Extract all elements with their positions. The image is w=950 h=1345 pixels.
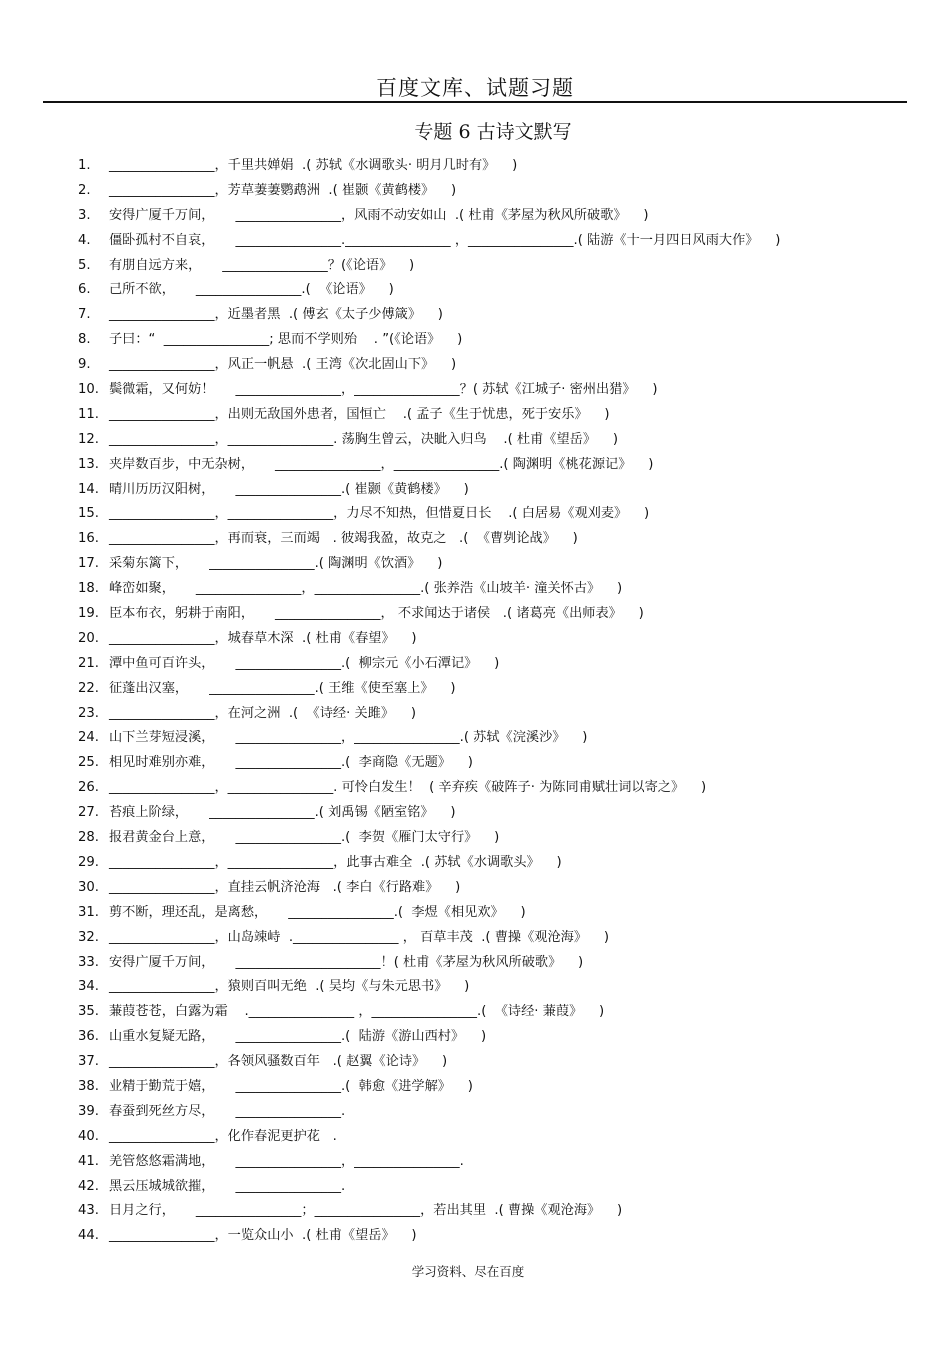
question-item [78,579,938,604]
question-item [78,156,938,181]
question-text: ________________，城春草木深 .( 杜甫《春望》 ) [109,630,417,646]
question-text: ________________，猿则百叫无绝 .( 吴均《与朱元思书》 ) [109,979,470,995]
question-text: 征蓬出汉塞， ________________.( 王维《使至塞上》 ) [109,680,456,696]
question-number: 26. [78,780,99,796]
question-item [78,1177,938,1202]
question-text: 采菊东篱下， ________________.( 陶渊明《饮酒》 ) [109,556,443,572]
question-number: 27. [78,805,99,821]
question-item [78,803,938,828]
question-number: 6. [78,282,91,298]
question-number: 22. [78,680,99,696]
question-number: 29. [78,854,99,870]
question-number: 25. [78,755,99,771]
question-number: 20. [78,630,99,646]
question-number: 18. [78,581,99,597]
question-item [78,1002,938,1027]
question-number: 16. [78,531,99,547]
question-text: ________________，山岛竦峙 .________________ ， 百草丰茂 .( 曹操《观沧海》 ) [109,929,609,945]
question-text: ________________，________________. 荡胸生曾云，决眦入归鸟 .( 杜甫《望岳》 ) [109,431,618,447]
question-text: ________________，直挂云帆济沧海 .( 李白《行路难》 ) [109,879,461,895]
question-text: 蒹葭苍苍，白露为霜 .________________ ，________________.( 《诗经· 蒹葭》 ) [109,1004,605,1020]
question-item [78,554,938,579]
question-number: 11. [78,406,99,422]
question-text: ________________，________________. 可怜白发生！ ( 辛弃疾《破阵子· 为陈同甫赋壮词以寄之》 ) [109,780,707,796]
question-text: ________________，各领风骚数百年 .( 赵翼《论诗》 ) [109,1054,448,1070]
question-text: 安得广厦千万间， ________________，风雨不动安如山 .( 杜甫《茅屋为秋风所破歌》 ) [109,207,649,223]
question-text: 羌管悠悠霜满地， ________________，________________. [109,1153,464,1169]
question-item [78,1102,938,1127]
question-number: 32. [78,929,99,945]
question-text: 日月之行， ________________；________________，若出其里 .( 曹操《观沧海》 ) [109,1203,623,1219]
question-number: 17. [78,556,99,572]
question-number: 30. [78,879,99,895]
question-number: 43. [78,1203,99,1219]
question-text: ________________，出则无敌国外患者，国恒亡 .( 孟子《生于忧患，死于安乐》 ) [109,406,610,422]
question-item [78,1077,938,1102]
question-item [78,1226,938,1251]
question-item [78,1152,938,1177]
question-text: ________________，风正一帆悬 .( 王湾《次北固山下》 ) [109,357,457,373]
question-number: 21. [78,655,99,671]
question-item [78,280,938,305]
question-number: 28. [78,830,99,846]
question-list [78,156,938,1251]
question-text: ________________，________________，力尽不知热，但惜夏日长 .( 白居易《观刈麦》 ) [109,506,650,522]
question-number: 42. [78,1178,99,1194]
question-number: 36. [78,1029,99,1045]
question-number: 15. [78,506,99,522]
question-text: 业精于勤荒于嬉， ________________.( 韩愈《进学解》 ) [109,1078,473,1094]
question-item [78,1027,938,1052]
question-number: 38. [78,1078,99,1094]
question-item [78,455,938,480]
question-text: 己所不欲， ________________.( 《论语》 ) [109,282,394,298]
question-number: 14. [78,481,99,497]
question-text: 山重水复疑无路， ________________.( 陆游《游山西村》 ) [109,1029,487,1045]
question-text: 春蚕到死丝方尽， ________________. [109,1103,346,1119]
question-number: 13. [78,456,99,472]
question-number: 8. [78,332,91,348]
question-item [78,504,938,529]
question-number: 39. [78,1103,99,1119]
question-text: ________________，在河之洲 .( 《诗经· 关雎》 ) [109,705,416,721]
site-header-title: 百度文库、试题习题 [376,76,574,100]
question-item [78,654,938,679]
question-item [78,853,938,878]
question-item [78,355,938,380]
question-item [78,380,938,405]
question-number: 2. [78,182,91,198]
question-item [78,405,938,430]
question-item [78,480,938,505]
document-title: 专题 6 古诗文默写 [414,121,572,143]
question-text: 夹岸数百步，中无杂树， ________________，________________.( 陶渊明《桃花源记》 ) [109,456,654,472]
page-footer: 学习资料、尽在百度 [411,1264,525,1279]
question-number: 37. [78,1054,99,1070]
question-text: 剪不断，理还乱，是离愁， ________________.( 李煜《相见欢》 ) [109,904,526,920]
question-text: 有朋自远方来， ________________？(《论语》 ) [109,257,415,273]
question-text: 鬓微霜，又何妨！ ________________，________________？( 苏轼《江城子· 密州出猎》 ) [109,382,658,398]
question-text: 山下兰芽短浸溪， ________________，________________.( 苏轼《浣溪沙》 ) [109,730,588,746]
question-item [78,305,938,330]
question-number: 10. [78,382,99,398]
question-number: 5. [78,257,91,273]
question-number: 3. [78,207,91,223]
question-text: 峰峦如聚， ________________，________________.( 张养浩《山坡羊· 潼关怀古》 ) [109,581,623,597]
question-text: ________________，________________，此事古难全 .( 苏轼《水调歌头》 ) [109,854,562,870]
question-text: 苔痕上阶绿， ________________.( 刘禹锡《陋室铭》 ) [109,805,456,821]
question-item [78,1127,938,1152]
question-number: 9. [78,357,91,373]
question-text: 潭中鱼可百许头， ________________.( 柳宗元《小石潭记》 ) [109,655,500,671]
question-text: 黑云压城城欲摧， ________________. [109,1178,346,1194]
question-number: 1. [78,158,91,173]
question-item [78,604,938,629]
question-item [78,953,938,978]
question-item [78,728,938,753]
question-number: 24. [78,730,99,746]
question-item [78,753,938,778]
question-number: 44. [78,1228,99,1244]
question-item [78,977,938,1002]
question-item [78,828,938,853]
question-item [78,1201,938,1226]
question-text: ________________，芳草萋萋鹦鹉洲 .( 崔颢《黄鹤楼》 ) [109,182,457,198]
question-item [78,928,938,953]
question-number: 19. [78,606,99,622]
question-item [78,679,938,704]
question-number: 23. [78,705,99,721]
question-text: ________________，近墨者黑 .( 傅玄《太子少傅箴》 ) [109,307,443,323]
question-number: 33. [78,954,99,970]
question-text: 晴川历历汉阳树， ________________.( 崔颢《黄鹤楼》 ) [109,481,469,497]
question-number: 35. [78,1004,99,1020]
question-text: 相见时难别亦难， ________________.( 李商隐《无题》 ) [109,755,473,771]
question-number: 41. [78,1153,99,1169]
question-number: 40. [78,1128,99,1144]
question-text: ________________，千里共婵娟 .( 苏轼《水调歌头· 明月几时有》 ) [109,158,518,173]
question-text: ________________，一览众山小 .( 杜甫《望岳》 ) [109,1228,417,1244]
question-item [78,330,938,355]
header-divider [43,101,907,103]
question-text: ________________，化作春泥更护花 . [109,1128,337,1144]
question-item [78,430,938,455]
question-item [78,878,938,903]
question-number: 12. [78,431,99,447]
question-number: 7. [78,307,91,323]
question-text: 僵卧孤村不自哀， ________________.________________ ，________________.( 陆游《十一月四日风雨大作》 ) [109,232,781,248]
question-item [78,529,938,554]
question-item [78,1052,938,1077]
question-number: 34. [78,979,99,995]
question-item [78,231,938,256]
question-text: 臣本布衣，躬耕于南阳， ________________， 不求闻达于诸侯 .( 诸葛亮《出师表》 ) [109,606,644,622]
question-item [78,256,938,281]
question-item [78,206,938,231]
question-item [78,181,938,206]
question-text: ________________，再而衰，三而竭 . 彼竭我盈，故克之 .( 《曹刿论战》 ) [109,531,578,547]
question-text: 报君黄金台上意， ________________.( 李贺《雁门太守行》 ) [109,830,500,846]
question-item [78,778,938,803]
question-number: 4. [78,232,91,248]
question-text: 子曰：“ ________________; 思而不学则殆 . ”(《论语》 ) [109,332,463,348]
question-item [78,903,938,928]
question-number: 31. [78,904,99,920]
question-item [78,629,938,654]
question-item [78,704,938,729]
question-text: 安得广厦千万间， ______________________！( 杜甫《茅屋为秋风所破歌》 ) [109,954,584,970]
